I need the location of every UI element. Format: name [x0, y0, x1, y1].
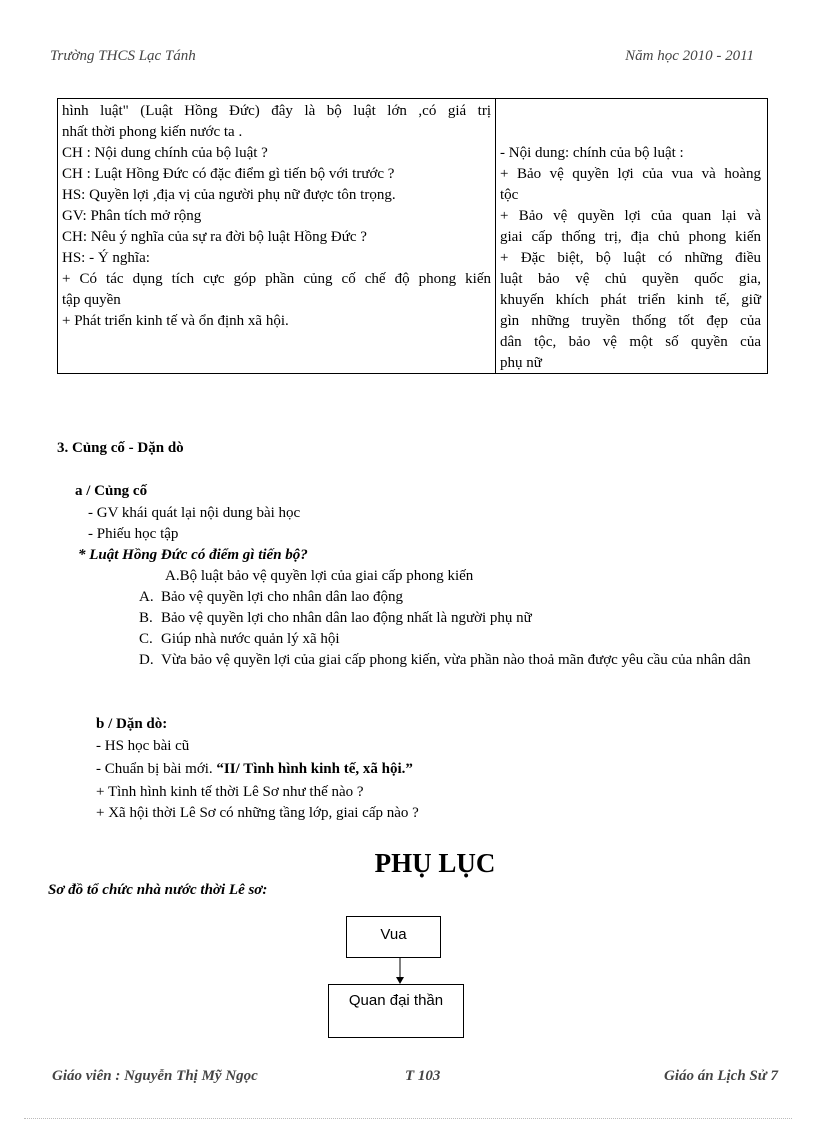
table-line: giai cấp thống trị, địa chủ phong kiến	[500, 229, 761, 245]
schema-title: Sơ đồ tổ chức nhà nước thời Lê sơ:	[48, 882, 268, 898]
org-box-ministers: Quan đại thần	[328, 984, 464, 1038]
footer-page-number: T 103	[405, 1068, 441, 1084]
subsection-b-title: b / Dặn dò:	[96, 716, 168, 732]
table-line: gìn những truyền thống tốt đẹp của	[500, 313, 761, 329]
option-b: B. Bảo vệ quyền lợi cho nhân dân lao động nhất là người phụ nữ	[139, 610, 532, 626]
table-line: dân tộc, bảo vệ một số quyền của	[500, 334, 761, 350]
subsection-a-list	[88, 503, 300, 545]
option-d: D. Vừa bảo vệ quyền lợi của giai cấp phong kiến, vừa phần nào thoả mãn được yêu cầu của nhân dân	[139, 652, 751, 668]
table-line: HS: - Ý nghĩa:	[62, 250, 150, 266]
arrow-down-icon	[390, 958, 410, 986]
option-first: A.Bộ luật bảo vệ quyền lợi của giai cấp phong kiến	[165, 568, 474, 584]
appendix-title: PHỤ LỤC	[374, 848, 496, 878]
list-item: - HS học bài cũ	[96, 738, 190, 754]
table-line: + Phát triển kinh tế và ổn định xã hội.	[62, 313, 289, 329]
org-box-king: Vua	[346, 916, 441, 958]
table-line: HS: Quyền lợi ,địa vị của người phụ nữ được tôn trọng.	[62, 187, 396, 203]
table-line: + Đặc biệt, bộ luật có những điều	[500, 250, 761, 266]
table-line: nhất thời phong kiến nước ta .	[62, 124, 243, 140]
list-item: - GV khái quát lại nội dung bài học	[88, 505, 301, 521]
list-item: + Xã hội thời Lê Sơ có những tầng lớp, giai cấp nào ?	[96, 805, 419, 821]
answer-options	[139, 566, 779, 671]
table-line: + Có tác dụng tích cực góp phần củng cố chế độ phong kiến	[62, 271, 491, 287]
footer-subject: Giáo án Lịch Sử 7	[663, 1068, 778, 1084]
lesson-table	[57, 98, 768, 374]
table-line: + Bảo vệ quyền lợi của vua và hoàng	[500, 166, 761, 182]
question: * Luật Hồng Đức có điểm gì tiến bộ?	[78, 547, 308, 563]
table-right-column	[496, 99, 767, 373]
footer-teacher: Giáo viên : Nguyễn Thị Mỹ Ngọc	[52, 1068, 258, 1084]
table-left-column	[58, 99, 496, 373]
option-a: A. Bảo vệ quyền lợi cho nhân dân lao động	[139, 589, 404, 605]
header-school-year: Năm học 2010 - 2011	[625, 48, 754, 64]
table-line: tập quyền	[62, 292, 121, 308]
subsection-a-title: a / Củng cố	[75, 483, 148, 499]
list-item: + Tình hình kinh tế thời Lê Sơ như thế nào ?	[96, 784, 364, 800]
table-line: CH : Luật Hồng Đức có đặc điểm gì tiến bộ với trước ?	[62, 166, 395, 182]
option-c: C. Giúp nhà nước quản lý xã hội	[139, 631, 340, 647]
table-line: CH: Nêu ý nghĩa của sự ra đời bộ luật Hồng Đức ?	[62, 229, 367, 245]
table-line: tộc	[500, 187, 519, 203]
table-line: luật bảo vệ chủ quyền quốc gia,	[500, 271, 761, 287]
table-line: hình luật" (Luật Hồng Đức) đây là bộ luật lớn ,có giá trị	[62, 103, 491, 119]
table-line: + Bảo vệ quyền lợi của quan lại và	[500, 208, 761, 224]
table-line: GV: Phân tích mở rộng	[62, 208, 202, 224]
table-line: CH : Nội dung chính của bộ luật ?	[62, 145, 268, 161]
table-line: - Nội dung: chính của bộ luật :	[500, 145, 684, 161]
list-item: - Phiếu học tập	[88, 526, 179, 542]
list-item: - Chuẩn bị bài mới. “II/ Tình hình kinh tế, xã hội.”	[96, 761, 413, 777]
subsection-b-list	[96, 736, 419, 824]
table-line: khuyến khích phát triển kinh tế, giữ	[500, 292, 761, 308]
page-divider	[24, 1118, 792, 1119]
section-title: 3. Củng cố - Dặn dò	[57, 440, 184, 456]
table-line: phụ nữ	[500, 355, 542, 371]
header-school: Trường THCS Lạc Tánh	[50, 48, 196, 64]
